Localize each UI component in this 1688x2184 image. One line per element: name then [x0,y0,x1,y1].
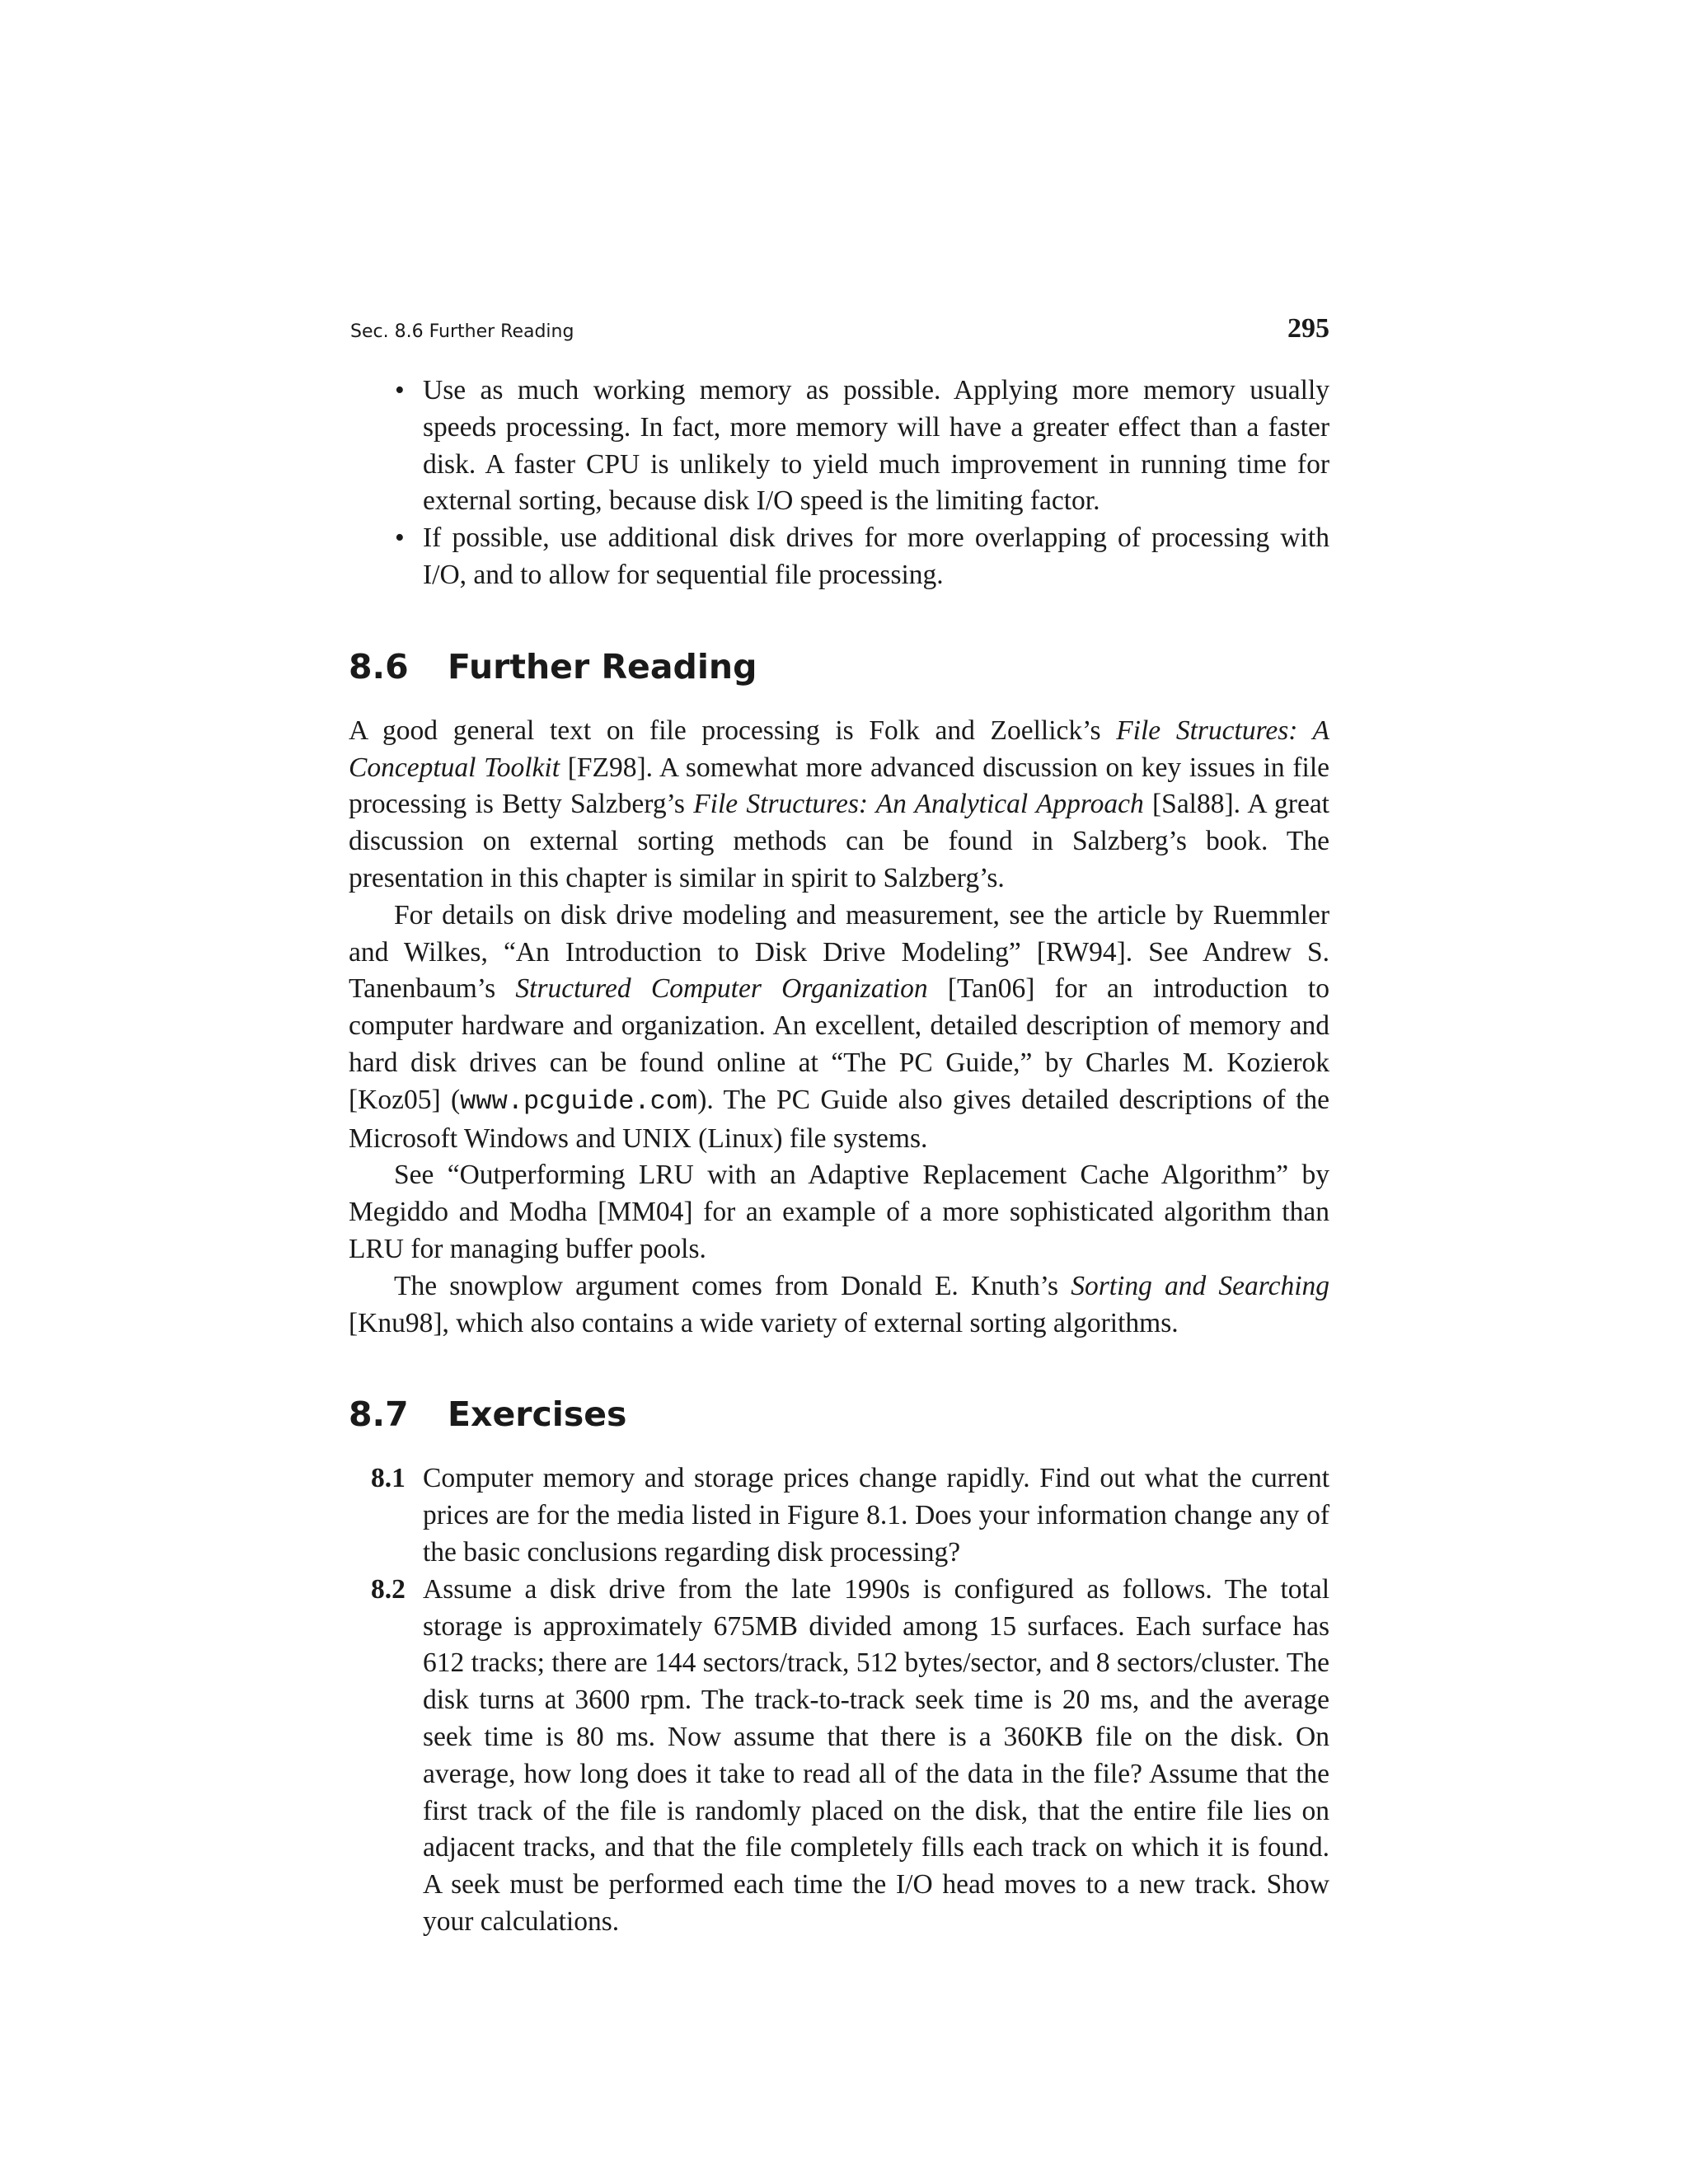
bullet-icon: • [395,375,405,405]
paragraph-lru: See “Outperforming LRU with an Adaptive Replacement Cache Algorithm” by Megiddo and Modha [MM04] for an example of a more sophisticated algorithm than LRU for managing buffer pools. [349,1160,1329,1264]
section-number: 8.6 [349,646,409,687]
exercise-text: Computer memory and storage prices change rapidly. Find out what the current prices are for the media listed in Figure 8.1. Does your information change any of the basic conclusions regarding disk processing? [423,1463,1329,1568]
pcguide-url: www.pcguide.com [460,1085,698,1117]
guideline-bullet-list [349,373,1329,594]
book-page [349,313,1329,1941]
paragraph-file-processing-texts [349,713,1329,898]
bullet-item [395,520,1329,594]
book-title: Structured Computer Organization [515,973,928,1005]
text-run: [FZ98]. A somewhat more advanced discussion on key issues in file processing is Betty Salzberg’s [349,752,1329,820]
section-title: Further Reading [448,646,757,687]
bullet-text: Use as much working memory as possible. Applying more memory usually speeds processing. In fact, more memory will have a greater effect than a faster disk. A faster CPU is unlikely to yield much improvement in running time for external sorting, because disk I/O speed is the limiting factor. [423,375,1329,517]
paragraph-disk-modeling [349,898,1329,1158]
text-run: A good general text on file processing is Folk and Zoellick’s [349,715,1117,746]
text-run: For details on disk drive modeling and measurement, see the article by Ruemmler and Wilkes, “An Introduction to Disk Drive Modeling” [RW94]. See Andrew S. Tanenbaum’s [349,899,1329,1005]
exercise-number: 8.1 [371,1463,406,1494]
bullet-icon: • [395,523,405,554]
exercise-text: Assume a disk drive from the late 1990s is configured as follows. The total storage is approximately 675MB divided among 15 surfaces. Each surface has 612 tracks; there are 144 sectors/track, 512 bytes/sector, and 8 sectors/cluster. The disk turns at 3600 rpm. The track-to-track seek time is 20 ms, and the average seek time is 80 ms. Now assume that there is a 360KB file on the disk. On average, how long does it take to read all of the data in the file? Assume that the first track of the file is randomly placed on the disk, that the entire file lies on adjacent tracks, and that the file completely fills each track on which it is found. A seek must be performed each time the I/O head moves to a new track. Show your calculations. [423,1573,1329,1937]
text-run: [Knu98], which also contains a wide variety of external sorting algorithms. [349,1307,1179,1338]
section-number: 8.7 [349,1394,409,1435]
section-title: Exercises [448,1394,627,1435]
page-number: 295 [1287,313,1329,344]
book-title: Sorting and Searching [1071,1270,1329,1301]
section-heading-further-reading [349,645,1329,688]
bullet-item [395,373,1329,520]
text-run: ). The PC Guide also gives detailed descriptions of the Microsoft Windows and UNIX (Linux) file systems. [349,1084,1329,1154]
bullet-text: If possible, use additional disk drives for more overlapping of processing with I/O, and to allow for sequential file processing. [423,523,1329,590]
section-heading-exercises [349,1393,1329,1436]
running-header-section: Sec. 8.6 Further Reading [350,321,574,342]
text-run: The snowplow argument comes from Donald E. Knuth’s [394,1270,1071,1301]
paragraph-snowplow [349,1268,1329,1343]
text-run: [Sal88]. A great discussion on external sorting methods can be found in Salzberg’s book. The presentation in this chapter is similar in spirit to Salzberg’s. [349,789,1329,893]
book-title: File Structures: A Conceptual Toolkit [349,715,1329,783]
text-run: [Tan06] for an introduction to computer hardware and organization. An excellent, detailed description of memory and hard disk drives can be found online at “The PC Guide,” by Charles M. Kozierok [Koz05] ( [349,973,1329,1115]
exercise-item [371,1572,1329,1941]
exercise-list [349,1460,1329,1940]
book-title: File Structures: An Analytical Approach [693,789,1144,820]
exercise-number: 8.2 [371,1573,406,1605]
exercise-item [371,1460,1329,1571]
running-header [349,313,1329,351]
